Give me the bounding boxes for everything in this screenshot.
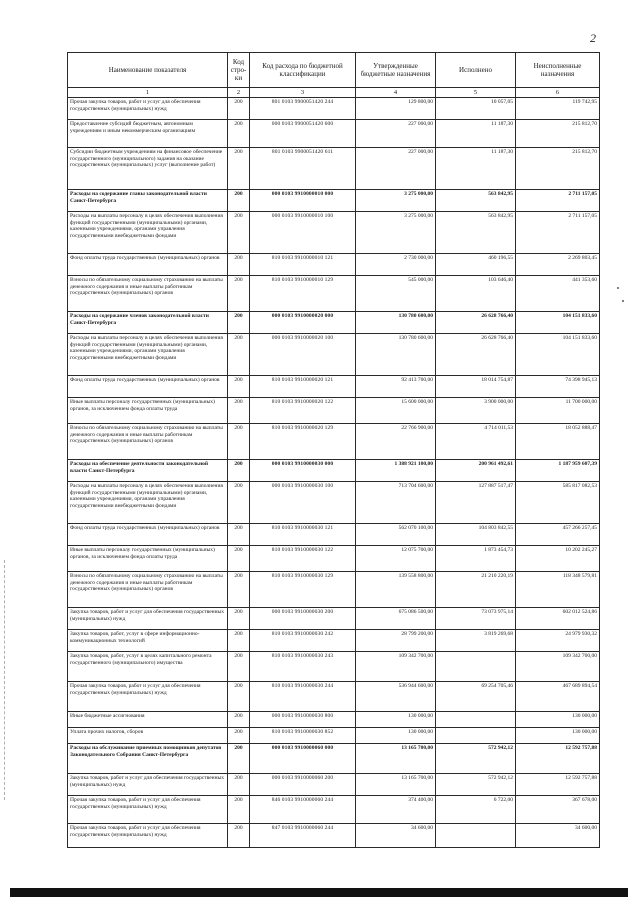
row-remaining-amount: 602 012 524,86 — [516, 608, 600, 630]
row-executed-amount: 104 803 842,55 — [436, 524, 516, 546]
row-indicator-name: Расходы на выплаты персоналу в целях обеспечения выполнения функций государственными (муниципальными) органами, казенными учреждениями, органами управления государственными внебюджетными фондами — [68, 334, 228, 376]
row-remaining-amount: 109 342 700,00 — [516, 652, 600, 682]
row-approved-amount: 2 730 000,00 — [356, 254, 436, 276]
row-line-code: 200 — [228, 120, 250, 148]
scan-dot — [622, 300, 624, 302]
row-approved-amount: 713 704 600,00 — [356, 482, 436, 524]
header-line-code: Код стро-ки — [228, 53, 250, 88]
row-approved-amount: 13 165 700,00 — [356, 774, 436, 796]
table-header-row — [68, 53, 600, 88]
row-remaining-amount: 74 398 945,13 — [516, 376, 600, 398]
row-executed-amount: 11 187,30 — [436, 120, 516, 148]
table-row — [68, 398, 600, 424]
row-remaining-amount: 2 711 157,05 — [516, 190, 600, 212]
row-remaining-amount: 585 817 082,53 — [516, 482, 600, 524]
row-expense-code: 810 0103 9910000010 129 — [250, 276, 356, 312]
row-remaining-amount: 1 187 959 607,39 — [516, 460, 600, 482]
row-line-code: 200 — [228, 212, 250, 254]
row-executed-amount: 572 942,12 — [436, 774, 516, 796]
row-executed-amount: 572 942,12 — [436, 744, 516, 774]
row-remaining-amount: 130 000,00 — [516, 712, 600, 728]
row-line-code: 200 — [228, 312, 250, 334]
scan-bottom-border — [10, 888, 628, 897]
table-row — [68, 424, 600, 460]
column-number-row — [68, 88, 600, 98]
row-executed-amount — [436, 728, 516, 744]
row-executed-amount: 11 187,30 — [436, 148, 516, 190]
table-row — [68, 682, 600, 712]
row-line-code: 200 — [228, 276, 250, 312]
table-row — [68, 774, 600, 796]
row-indicator-name: Закупка товаров, работ, услуг в целях капитального ремонта государственного (муниципального) имущества — [68, 652, 228, 682]
row-approved-amount: 109 342 700,00 — [356, 652, 436, 682]
row-expense-code: 000 0103 9910000010 000 — [250, 190, 356, 212]
row-remaining-amount: 215 812,70 — [516, 120, 600, 148]
row-remaining-amount: 119 742,95 — [516, 98, 600, 120]
page-number: 2 — [590, 31, 596, 45]
row-approved-amount: 227 000,00 — [356, 120, 436, 148]
row-executed-amount: 21 210 220,19 — [436, 572, 516, 608]
row-indicator-name: Взносы по обязательному социальному страхованию на выплаты денежного содержания и иные выплаты работникам государственных (муниципальных) органов — [68, 424, 228, 460]
row-approved-amount: 13 165 700,00 — [356, 744, 436, 774]
row-expense-code: 000 0103 9910000030 800 — [250, 712, 356, 728]
row-expense-code: 846 0103 9910000060 244 — [250, 796, 356, 824]
row-indicator-name: Расходы на обслуживание приемных помощников депутатов Законодательного Собрания Санкт-Петербурга — [68, 744, 228, 774]
row-line-code: 200 — [228, 796, 250, 824]
row-remaining-amount: 215 812,70 — [516, 148, 600, 190]
row-approved-amount: 374 400,00 — [356, 796, 436, 824]
row-approved-amount: 129 800,00 — [356, 98, 436, 120]
row-executed-amount: 200 961 492,61 — [436, 460, 516, 482]
row-executed-amount: 26 628 766,40 — [436, 312, 516, 334]
row-expense-code: 810 0103 9910000020 121 — [250, 376, 356, 398]
table-row — [68, 630, 600, 652]
row-indicator-name: Расходы на выплаты персоналу в целях обеспечения выполнения функций государственными (муниципальными) органами, казенными учреждениями, органами управления государственными внебюджетными фондами — [68, 212, 228, 254]
row-remaining-amount: 118 348 579,81 — [516, 572, 600, 608]
table-row — [68, 254, 600, 276]
row-remaining-amount: 2 269 803,45 — [516, 254, 600, 276]
row-expense-code: 000 0103 9900051420 600 — [250, 120, 356, 148]
row-executed-amount: 10 057,05 — [436, 98, 516, 120]
column-number: 1 — [68, 88, 228, 98]
row-approved-amount: 562 070 100,00 — [356, 524, 436, 546]
table-row — [68, 796, 600, 824]
row-executed-amount — [436, 652, 516, 682]
row-approved-amount: 34 600,00 — [356, 824, 436, 848]
row-executed-amount: 563 842,95 — [436, 190, 516, 212]
row-indicator-name: Прочая закупка товаров, работ и услуг для обеспечения государственных (муниципальных) нужд — [68, 682, 228, 712]
row-expense-code: 810 0103 9910000030 129 — [250, 572, 356, 608]
row-indicator-name: Расходы на обеспечение деятельности законодательной власти Санкт-Петербурга — [68, 460, 228, 482]
row-line-code: 200 — [228, 728, 250, 744]
row-remaining-amount: 104 151 833,60 — [516, 334, 600, 376]
row-expense-code: 810 0103 9910000030 852 — [250, 728, 356, 744]
row-approved-amount: 675 086 500,00 — [356, 608, 436, 630]
row-approved-amount: 92 413 700,00 — [356, 376, 436, 398]
row-expense-code: 810 0103 9910000030 121 — [250, 524, 356, 546]
row-executed-amount: 73 073 975,14 — [436, 608, 516, 630]
row-indicator-name: Уплата прочих налогов, сборов — [68, 728, 228, 744]
row-executed-amount — [436, 824, 516, 848]
row-approved-amount: 130 000,00 — [356, 712, 436, 728]
row-line-code: 200 — [228, 148, 250, 190]
row-expense-code: 810 0103 9910000030 122 — [250, 546, 356, 572]
column-number: 4 — [356, 88, 436, 98]
row-expense-code: 000 0103 9910000020 000 — [250, 312, 356, 334]
row-approved-amount: 12 075 700,00 — [356, 546, 436, 572]
row-line-code: 200 — [228, 652, 250, 682]
row-executed-amount: 26 628 766,40 — [436, 334, 516, 376]
row-indicator-name: Взносы по обязательному социальному страхованию на выплаты денежного содержания и иные выплаты работникам государственных (муниципальных) органов — [68, 572, 228, 608]
row-remaining-amount: 34 600,00 — [516, 824, 600, 848]
row-executed-amount: 3 900 000,00 — [436, 398, 516, 424]
table-row — [68, 482, 600, 524]
row-executed-amount — [436, 712, 516, 728]
table-row — [68, 572, 600, 608]
row-line-code: 200 — [228, 334, 250, 376]
table-row — [68, 212, 600, 254]
row-expense-code: 000 0103 9910000030 000 — [250, 460, 356, 482]
row-line-code: 200 — [228, 98, 250, 120]
table-row — [68, 652, 600, 682]
row-approved-amount: 139 558 800,00 — [356, 572, 436, 608]
row-approved-amount: 15 600 000,00 — [356, 398, 436, 424]
column-number: 6 — [516, 88, 600, 98]
table-row — [68, 98, 600, 120]
row-executed-amount: 103 646,40 — [436, 276, 516, 312]
row-remaining-amount: 104 151 833,60 — [516, 312, 600, 334]
row-expense-code: 810 0103 9910000030 244 — [250, 682, 356, 712]
table-row — [68, 276, 600, 312]
table-row — [68, 376, 600, 398]
row-line-code: 200 — [228, 524, 250, 546]
header-indicator-name: Наименование показателя — [68, 53, 228, 88]
row-remaining-amount: 457 266 257,45 — [516, 524, 600, 546]
row-executed-amount: 1 873 454,73 — [436, 546, 516, 572]
row-approved-amount: 130 780 600,00 — [356, 334, 436, 376]
row-line-code: 200 — [228, 376, 250, 398]
row-remaining-amount: 367 678,00 — [516, 796, 600, 824]
row-line-code: 200 — [228, 254, 250, 276]
row-indicator-name: Предоставление субсидий бюджетным, автономным учреждениям и иным некоммерческим организациям — [68, 120, 228, 148]
row-indicator-name: Прочая закупка товаров, работ и услуг для обеспечения государственных (муниципальных) нужд — [68, 824, 228, 848]
row-line-code: 200 — [228, 424, 250, 460]
row-remaining-amount: 12 592 757,88 — [516, 744, 600, 774]
row-executed-amount: 3 819 269,68 — [436, 630, 516, 652]
column-number: 2 — [228, 88, 250, 98]
row-expense-code: 000 0103 9910000030 100 — [250, 482, 356, 524]
row-indicator-name: Субсидии бюджетным учреждениям на финансовое обеспечение государственного (муниципального) задания на оказание государственных (муниципальных) услуг (выполнение работ) — [68, 148, 228, 190]
row-line-code: 200 — [228, 482, 250, 524]
row-approved-amount: 227 000,00 — [356, 148, 436, 190]
row-indicator-name: Расходы на содержание главы законодательной власти Санкт-Петербурга — [68, 190, 228, 212]
row-remaining-amount: 18 052 888,47 — [516, 424, 600, 460]
row-line-code: 200 — [228, 712, 250, 728]
budget-execution-table — [67, 52, 600, 848]
table-row — [68, 608, 600, 630]
row-remaining-amount: 24 979 930,32 — [516, 630, 600, 652]
row-remaining-amount: 130 000,00 — [516, 728, 600, 744]
row-expense-code: 810 0103 9910000010 121 — [250, 254, 356, 276]
row-executed-amount: 127 887 517,47 — [436, 482, 516, 524]
row-remaining-amount: 2 711 157,05 — [516, 212, 600, 254]
row-indicator-name: Иные выплаты персоналу государственных (муниципальных) органов, за исключением фонда оплаты труда — [68, 546, 228, 572]
row-indicator-name: Фонд оплаты труда государственных (муниципальных) органов — [68, 254, 228, 276]
row-indicator-name: Фонд оплаты труда государственных (муниципальных) органов — [68, 524, 228, 546]
table-row — [68, 728, 600, 744]
table-row — [68, 744, 600, 774]
row-line-code: 200 — [228, 460, 250, 482]
row-line-code: 200 — [228, 774, 250, 796]
row-indicator-name: Закупка товаров, работ и услуг для обеспечения государственных (муниципальных) нужд — [68, 608, 228, 630]
row-indicator-name: Фонд оплаты труда государственных (муниципальных) органов — [68, 376, 228, 398]
row-expense-code: 000 0103 9910000030 200 — [250, 608, 356, 630]
row-executed-amount: 18 014 754,87 — [436, 376, 516, 398]
header-remaining: Неисполненные назначения — [516, 53, 600, 88]
row-expense-code: 000 0103 9910000060 000 — [250, 744, 356, 774]
row-approved-amount: 545 000,00 — [356, 276, 436, 312]
row-indicator-name: Прочая закупка товаров, работ и услуг для обеспечения государственных (муниципальных) нужд — [68, 98, 228, 120]
row-indicator-name: Прочая закупка товаров, работ и услуг для обеспечения государственных (муниципальных) нужд — [68, 796, 228, 824]
table-row — [68, 524, 600, 546]
column-number: 3 — [250, 88, 356, 98]
header-approved: Утвержденные бюджетные назначения — [356, 53, 436, 88]
row-line-code: 200 — [228, 630, 250, 652]
row-expense-code: 000 0103 9910000020 100 — [250, 334, 356, 376]
scan-edge-mark — [4, 560, 6, 800]
column-number: 5 — [436, 88, 516, 98]
row-approved-amount: 3 275 000,00 — [356, 212, 436, 254]
row-approved-amount: 3 275 000,00 — [356, 190, 436, 212]
row-remaining-amount: 441 353,60 — [516, 276, 600, 312]
row-approved-amount: 28 799 200,00 — [356, 630, 436, 652]
row-executed-amount: 6 722,00 — [436, 796, 516, 824]
table-row — [68, 190, 600, 212]
row-expense-code: 810 0103 9910000030 243 — [250, 652, 356, 682]
table-row — [68, 148, 600, 190]
row-expense-code: 810 0103 9910000020 122 — [250, 398, 356, 424]
row-indicator-name: Закупка товаров, работ и услуг для обеспечения государственных (муниципальных) нужд — [68, 774, 228, 796]
row-approved-amount: 536 944 600,00 — [356, 682, 436, 712]
table-row — [68, 334, 600, 376]
table-row — [68, 824, 600, 848]
row-line-code: 200 — [228, 608, 250, 630]
row-approved-amount: 130 780 600,00 — [356, 312, 436, 334]
table-row — [68, 460, 600, 482]
row-line-code: 200 — [228, 824, 250, 848]
row-indicator-name: Иные выплаты персоналу государственных (муниципальных) органов, за исключением фонда оплаты труда — [68, 398, 228, 424]
row-line-code: 200 — [228, 744, 250, 774]
row-expense-code: 810 0103 9910000020 129 — [250, 424, 356, 460]
row-line-code: 200 — [228, 546, 250, 572]
row-executed-amount: 69 254 705,46 — [436, 682, 516, 712]
header-expense-code: Код расхода по бюджетной классификации — [250, 53, 356, 88]
row-approved-amount: 130 000,00 — [356, 728, 436, 744]
row-expense-code: 801 0103 9900051420 611 — [250, 148, 356, 190]
row-executed-amount: 460 196,55 — [436, 254, 516, 276]
row-remaining-amount: 10 202 245,27 — [516, 546, 600, 572]
row-approved-amount: 22 766 900,00 — [356, 424, 436, 460]
row-expense-code: 801 0103 9900051420 244 — [250, 98, 356, 120]
row-expense-code: 847 0103 9910000060 244 — [250, 824, 356, 848]
row-remaining-amount: 12 592 757,88 — [516, 774, 600, 796]
row-executed-amount: 4 714 011,53 — [436, 424, 516, 460]
row-remaining-amount: 467 689 894,54 — [516, 682, 600, 712]
row-indicator-name: Расходы на выплаты персоналу в целях обеспечения выполнения функций государственными (муниципальными) органами, казенными учреждениями, органами управления государственными внебюджетными фондами — [68, 482, 228, 524]
row-approved-amount: 1 388 921 100,00 — [356, 460, 436, 482]
row-line-code: 200 — [228, 572, 250, 608]
row-remaining-amount: 11 700 000,00 — [516, 398, 600, 424]
row-indicator-name: Расходы на содержание членов законодательной власти Санкт-Петербурга — [68, 312, 228, 334]
row-line-code: 200 — [228, 398, 250, 424]
row-indicator-name: Взносы по обязательному социальному страхованию на выплаты денежного содержания и иные выплаты работникам государственных (муниципальных) органов — [68, 276, 228, 312]
row-line-code: 200 — [228, 190, 250, 212]
table-row — [68, 312, 600, 334]
row-expense-code: 810 0103 9910000030 242 — [250, 630, 356, 652]
header-executed: Исполнено — [436, 53, 516, 88]
row-executed-amount: 563 842,95 — [436, 212, 516, 254]
scan-dot — [617, 287, 619, 289]
row-line-code: 200 — [228, 682, 250, 712]
row-expense-code: 000 0103 9910000010 100 — [250, 212, 356, 254]
row-expense-code: 000 0103 9910000060 200 — [250, 774, 356, 796]
row-indicator-name: Иные бюджетные ассигнования — [68, 712, 228, 728]
table-row — [68, 546, 600, 572]
table-row — [68, 120, 600, 148]
table-row — [68, 712, 600, 728]
row-indicator-name: Закупка товаров, работ, услуг в сфере информационно-коммуникационных технологий — [68, 630, 228, 652]
